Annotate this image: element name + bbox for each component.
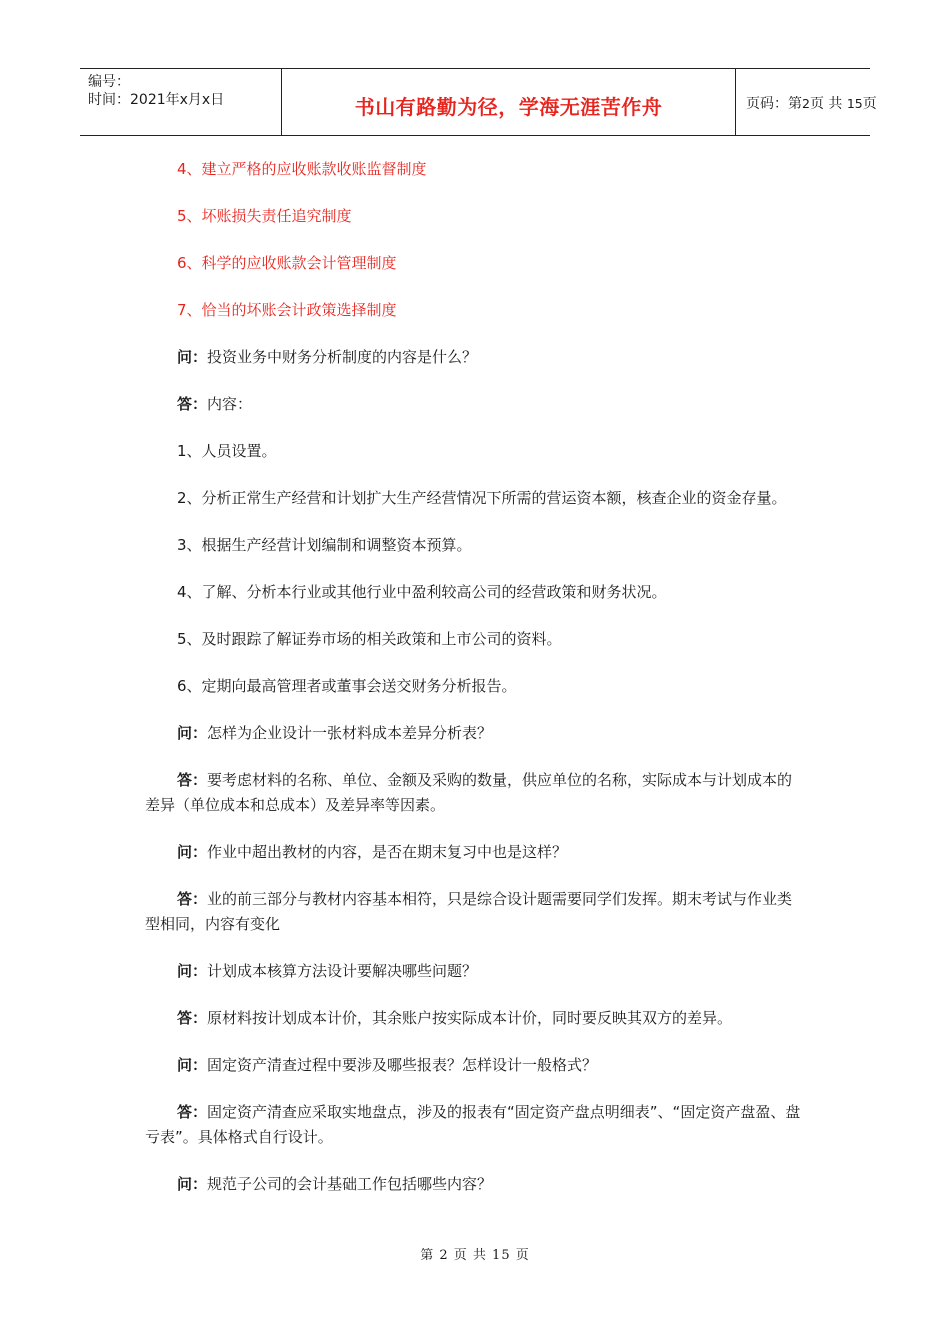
- paragraph-text: 6、科学的应收账款会计管理制度: [177, 254, 397, 272]
- answer-label: 答：: [177, 395, 208, 413]
- page-code-prefix: 页码：第: [746, 96, 802, 112]
- red-list-item: [145, 204, 805, 229]
- answer-label: 答：: [177, 890, 208, 908]
- paragraph-text: 内容：: [207, 395, 253, 413]
- qa-paragraph: [145, 392, 805, 417]
- list-item: [145, 580, 805, 605]
- document-header: [80, 68, 877, 136]
- list-item: [145, 533, 805, 558]
- qa-paragraph: [145, 1172, 805, 1197]
- paragraph-text: 4、建立严格的应收账款收账监督制度: [177, 160, 427, 178]
- paragraph-text: 原材料按计划成本计价，其余账户按实际成本计价，同时要反映其双方的差异。: [207, 1009, 733, 1027]
- page-code-number: 2: [802, 95, 810, 111]
- qa-paragraph: [145, 1006, 805, 1031]
- paragraph-text: 固定资产清查过程中要涉及哪些报表？怎样设计一般格式？: [207, 1056, 598, 1074]
- list-item: [145, 486, 805, 511]
- paragraph-text: 固定资产清查应采取实地盘点，涉及的报表有“固定资产盘点明细表”、“固定资产盘盈、盘亏表”。具体格式自行设计。: [145, 1103, 801, 1146]
- paragraph-text: 计划成本核算方法设计要解决哪些问题？: [207, 962, 478, 980]
- qa-paragraph: [145, 768, 805, 818]
- red-list-item: [145, 298, 805, 323]
- red-list-item: [145, 157, 805, 182]
- red-list-item: [145, 251, 805, 276]
- paragraph-text: 2、分析正常生产经营和计划扩大生产经营情况下所需的营运资本额，核查企业的资金存量。: [177, 489, 787, 507]
- list-item: [145, 674, 805, 699]
- paragraph-text: 3、根据生产经营计划编制和调整资本预算。: [177, 536, 472, 554]
- answer-label: 答：: [177, 1103, 208, 1121]
- paragraph-text: 业的前三部分与教材内容基本相符，只是综合设计题需要同学们发挥。期末考试与作业类型相同，内容有变化: [145, 890, 793, 933]
- paragraph-text: 7、恰当的坏账会计政策选择制度: [177, 301, 397, 319]
- header-meta-cell: [80, 69, 282, 135]
- list-item: [145, 627, 805, 652]
- paragraph-text: 投资业务中财务分析制度的内容是什么？: [207, 348, 478, 366]
- question-label: 问：: [177, 724, 208, 742]
- header-page-code: [736, 69, 877, 135]
- paragraph-text: 作业中超出教材的内容，是否在期末复习中也是这样？: [207, 843, 568, 861]
- qa-paragraph: [145, 840, 805, 865]
- qa-paragraph: [145, 887, 805, 937]
- paragraph-text: 规范子公司的会计基础工作包括哪些内容？: [207, 1175, 493, 1193]
- page-footer: 第 2 页 共 15 页: [420, 1248, 530, 1263]
- question-label: 问：: [177, 962, 208, 980]
- question-label: 问：: [177, 843, 208, 861]
- answer-label: 答：: [177, 771, 208, 789]
- paragraph-text: 5、坏账损失责任追究制度: [177, 207, 352, 225]
- paragraph-text: 要考虑材料的名称、单位、金额及采购的数量，供应单位的名称，实际成本与计划成本的差异（单位成本和总成本）及差异率等因素。: [145, 771, 793, 814]
- paragraph-text: 怎样为企业设计一张材料成本差异分析表？: [207, 724, 493, 742]
- question-label: 问：: [177, 348, 208, 366]
- qa-paragraph: [145, 959, 805, 984]
- paragraph-text: 6、定期向最高管理者或董事会送交财务分析报告。: [177, 677, 517, 695]
- paragraph-text: 1、人员设置。: [177, 442, 277, 460]
- page-code-mid: 页 共: [809, 96, 843, 112]
- qa-paragraph: [145, 345, 805, 370]
- page-code-total: 15: [846, 95, 863, 111]
- paragraph-text: 4、了解、分析本行业或其他行业中盈利较高公司的经营政策和财务状况。: [177, 583, 667, 601]
- question-label: 问：: [177, 1056, 208, 1074]
- document-time-label: 时间：2021年x月x日: [88, 92, 225, 108]
- answer-label: 答：: [177, 1009, 208, 1027]
- list-item: [145, 439, 805, 464]
- header-motto: 书山有路勤为径，学海无涯苦作舟: [282, 69, 736, 135]
- paragraph-text: 5、及时跟踪了解证券市场的相关政策和上市公司的资料。: [177, 630, 562, 648]
- qa-paragraph: [145, 721, 805, 746]
- question-label: 问：: [177, 1175, 208, 1193]
- qa-paragraph: [145, 1053, 805, 1078]
- page-code-suffix: 页: [862, 96, 877, 112]
- document-number-label: 编号：: [88, 74, 130, 90]
- qa-paragraph: [145, 1100, 805, 1150]
- document-body: [145, 157, 805, 1219]
